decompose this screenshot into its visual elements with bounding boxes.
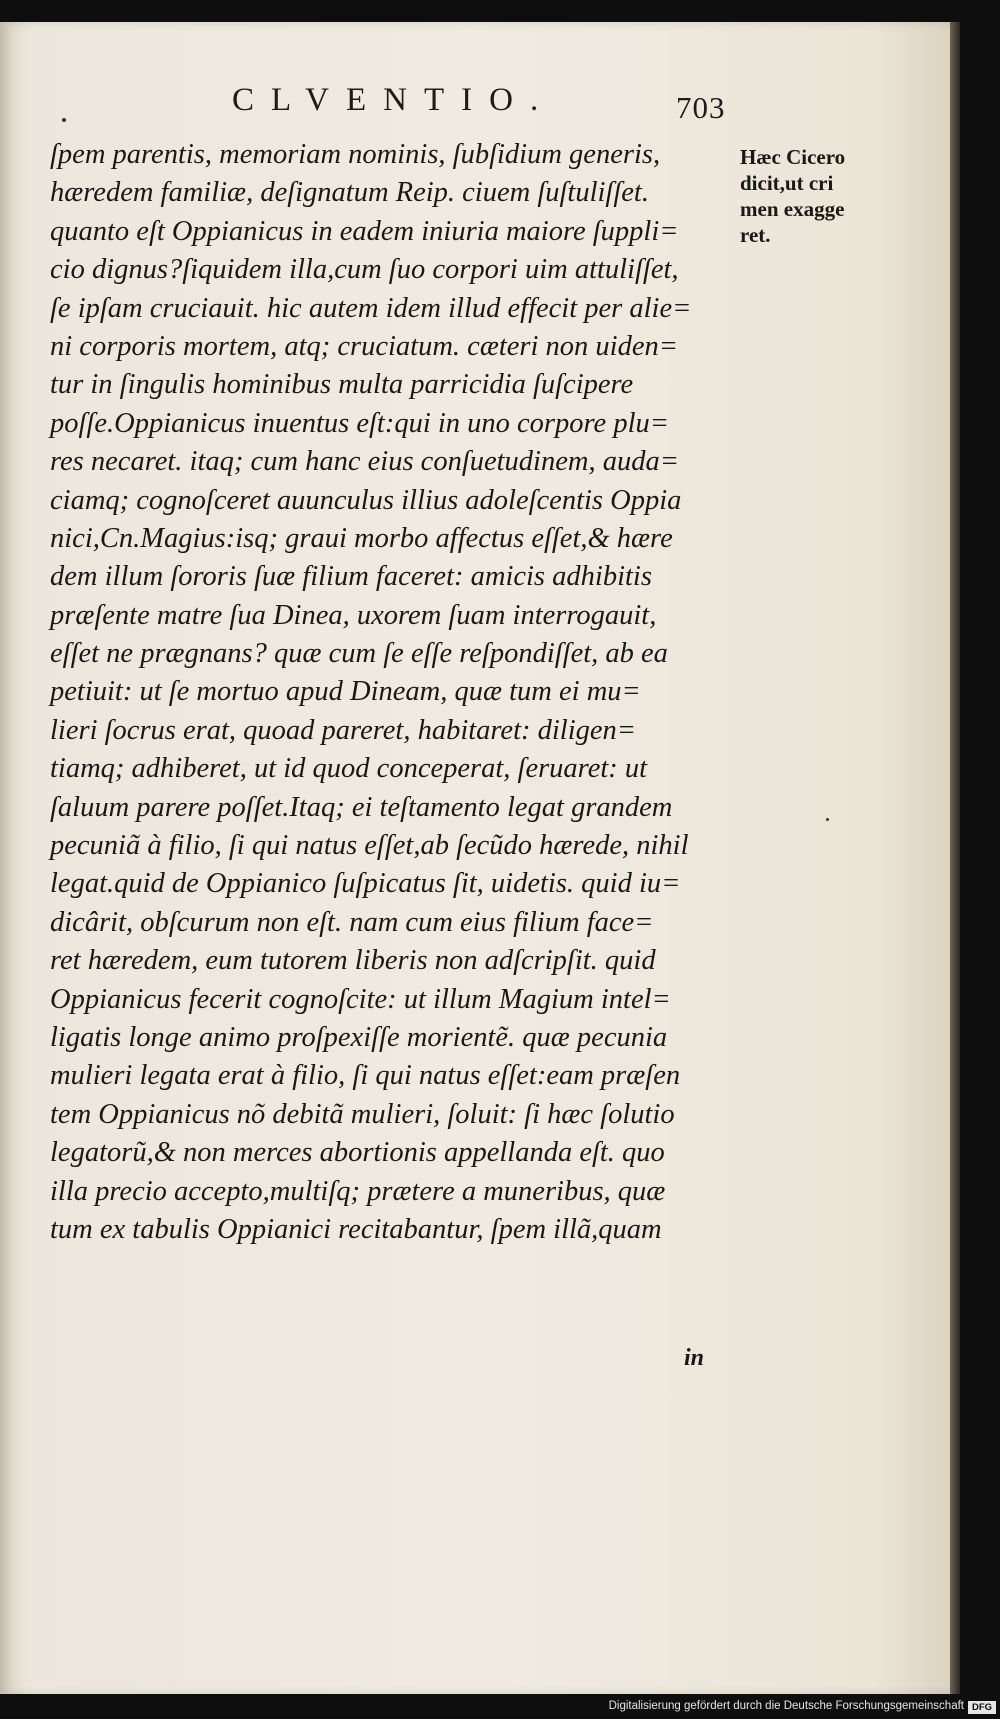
text-line: nici,Cn.Magius:isq; graui morbo affectus eſſet,& hære xyxy=(50,522,673,554)
text-line: mulieri legata erat à filio, ſi qui natus eſſet:eam præſen xyxy=(50,1060,681,1092)
text-line: dem illum ſororis ſuæ filium faceret: amicis adhibitis xyxy=(50,561,652,593)
text-line: tem Oppianicus nõ debitã mulieri, ſoluit: ſi hæc ſolutio xyxy=(50,1098,675,1130)
ink-speck xyxy=(826,818,829,821)
dfg-logo: DFG xyxy=(968,1701,996,1714)
text-line: poſſe.Oppianicus inuentus eſt:qui in uno corpore plu= xyxy=(50,407,669,439)
text-line: ni corporis mortem, atq; cruciatum. cæteri non uiden= xyxy=(50,330,678,362)
ink-speck xyxy=(62,118,66,122)
text-line: eſſet ne prægnans? quæ cum ſe eſſe reſpondiſſet, ab ea xyxy=(50,638,668,670)
text-line: petiuit: ut ſe mortuo apud Dineam, quæ tum ei mu= xyxy=(50,676,641,708)
marginal-note-line: ret. xyxy=(740,223,771,247)
text-line: ligatis longe animo proſpexiſſe morientẽ. quæ pecunia xyxy=(50,1021,668,1053)
page-edge xyxy=(950,22,960,1694)
marginal-note-line: Hæc Cicero xyxy=(740,145,846,169)
text-line: tum ex tabulis Oppianici recitabantur, ſpem illã,quam xyxy=(50,1213,662,1245)
text-line: legat.quid de Oppianico ſuſpicatus ſit, uidetis. quid iu= xyxy=(50,868,681,900)
text-line: præſente matre ſua Dinea, uxorem ſuam interrogauit, xyxy=(50,599,657,631)
text-line: lieri ſocrus erat, quoad pareret, habitaret: diligen= xyxy=(50,714,637,746)
body-text xyxy=(50,136,730,1249)
text-line: quanto eſt Oppianicus in eadem iniuria maiore ſuppli= xyxy=(50,215,679,247)
text-line: Oppianicus fecerit cognoſcite: ut illum Magium intel= xyxy=(50,983,671,1015)
text-line: ſe ipſam cruciauit. hic autem idem illud effecit per alie= xyxy=(50,292,692,324)
text-line: legatorũ,& non merces abortionis appellanda eſt. quo xyxy=(50,1137,665,1169)
text-line: hæredem familiæ, deſignatum Reip. ciuem ſuſtuliſſet. xyxy=(50,177,649,209)
text-line: ſpem parentis, memoriam nominis, ſubſidium generis, xyxy=(50,139,661,170)
marginal-note-line: men exagge xyxy=(740,197,845,221)
text-line: ciamq; cognoſceret auunculus illius adoleſcentis Oppia xyxy=(50,484,682,516)
text-line: cio dignus?ſiquidem illa,cum ſuo corpori uim attuliſſet, xyxy=(50,254,679,286)
text-line: ret hæredem, eum tutorem liberis non adſcripſit. quid xyxy=(50,945,656,977)
marginal-note xyxy=(740,144,875,248)
running-head: CLVENTIO. xyxy=(232,82,556,118)
text-line: tur in ſingulis hominibus multa parricidia ſuſcipere xyxy=(50,369,634,401)
text-line: res necaret. itaq; cum hanc eius conſuetudinem, auda= xyxy=(50,446,679,478)
footer-credit: Digitalisierung gefördert durch die Deutsche Forschungsgemeinschaft xyxy=(608,1700,964,1712)
text-line: pecuniã à filio, ſi qui natus eſſet,ab ſecũdo hærede, nihil xyxy=(50,830,689,862)
text-line: tiamq; adhiberet, ut id quod conceperat, ſeruaret: ut xyxy=(50,753,648,785)
text-line: illa precio accepto,multiſq; prætere a muneribus, quæ xyxy=(50,1175,666,1207)
page-number: 703 xyxy=(676,90,726,125)
catchword: in xyxy=(684,1345,705,1371)
marginal-note-line: dicit,ut cri xyxy=(740,171,834,195)
text-line: dicârit, obſcurum non eſt. nam cum eius filium face= xyxy=(50,906,654,938)
text-line: ſaluum parere poſſet.Itaq; ei teſtamento legat grandem xyxy=(50,791,673,823)
